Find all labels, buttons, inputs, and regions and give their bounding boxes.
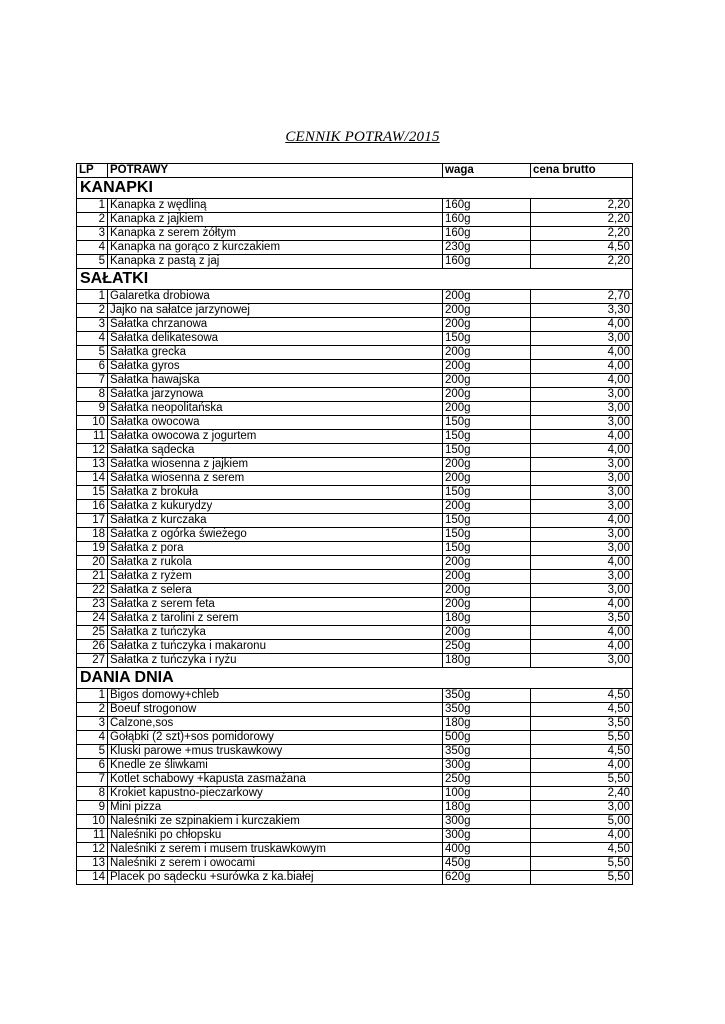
item-name: Kotlet schabowy +kapusta zasmażana <box>108 773 443 787</box>
item-weight: 500g <box>443 731 531 745</box>
item-number: 4 <box>77 241 108 255</box>
item-price: 2,70 <box>531 290 633 304</box>
item-price: 3,30 <box>531 304 633 318</box>
item-number: 8 <box>77 388 108 402</box>
item-name: Naleśniki z serem i owocami <box>108 857 443 871</box>
table-header-row <box>77 164 633 178</box>
item-name: Sałatka sądecka <box>108 444 443 458</box>
header-lp: LP <box>77 164 108 178</box>
item-weight: 150g <box>443 332 531 346</box>
item-number: 9 <box>77 801 108 815</box>
item-price: 3,00 <box>531 801 633 815</box>
item-weight: 200g <box>443 556 531 570</box>
item-price: 3,00 <box>531 458 633 472</box>
section-header-row <box>77 269 633 290</box>
table-row <box>77 584 633 598</box>
table-row <box>77 689 633 703</box>
item-name: Jajko na sałatce jarzynowej <box>108 304 443 318</box>
table-row <box>77 815 633 829</box>
item-weight: 200g <box>443 584 531 598</box>
table-row <box>77 703 633 717</box>
item-price: 5,50 <box>531 857 633 871</box>
item-number: 2 <box>77 703 108 717</box>
item-weight: 180g <box>443 717 531 731</box>
item-number: 17 <box>77 514 108 528</box>
table-row <box>77 402 633 416</box>
item-price: 4,50 <box>531 689 633 703</box>
item-name: Sałatka owocowa <box>108 416 443 430</box>
item-number: 11 <box>77 829 108 843</box>
item-number: 23 <box>77 598 108 612</box>
item-number: 5 <box>77 346 108 360</box>
item-weight: 300g <box>443 815 531 829</box>
item-price: 2,40 <box>531 787 633 801</box>
item-price: 4,00 <box>531 430 633 444</box>
item-name: Naleśniki ze szpinakiem i kurczakiem <box>108 815 443 829</box>
table-row <box>77 759 633 773</box>
item-number: 4 <box>77 731 108 745</box>
table-row <box>77 745 633 759</box>
table-row <box>77 801 633 815</box>
item-weight: 150g <box>443 514 531 528</box>
item-price: 5,50 <box>531 871 633 885</box>
item-name: Kanapka z wędliną <box>108 199 443 213</box>
item-number: 14 <box>77 472 108 486</box>
item-price: 4,00 <box>531 318 633 332</box>
header-price: cena brutto <box>531 164 633 178</box>
item-name: Sałatka z kurczaka <box>108 514 443 528</box>
item-name: Sałatka chrzanowa <box>108 318 443 332</box>
item-name: Kanapka na gorąco z kurczakiem <box>108 241 443 255</box>
item-name: Sałatka z ogórka świeżego <box>108 528 443 542</box>
item-weight: 620g <box>443 871 531 885</box>
table-row <box>77 514 633 528</box>
table-row <box>77 731 633 745</box>
item-weight: 100g <box>443 787 531 801</box>
item-number: 13 <box>77 857 108 871</box>
item-price: 4,00 <box>531 374 633 388</box>
item-name: Galaretka drobiowa <box>108 290 443 304</box>
item-price: 5,00 <box>531 815 633 829</box>
item-number: 14 <box>77 871 108 885</box>
table-row <box>77 458 633 472</box>
item-weight: 180g <box>443 801 531 815</box>
item-name: Sałatka jarzynowa <box>108 388 443 402</box>
item-price: 2,20 <box>531 199 633 213</box>
table-row <box>77 829 633 843</box>
item-price: 3,00 <box>531 570 633 584</box>
table-row <box>77 857 633 871</box>
section-header-row <box>77 178 633 199</box>
item-weight: 250g <box>443 773 531 787</box>
item-name: Sałatka z serem feta <box>108 598 443 612</box>
item-name: Sałatka wiosenna z serem <box>108 472 443 486</box>
table-row <box>77 500 633 514</box>
item-number: 12 <box>77 444 108 458</box>
item-price: 3,00 <box>531 416 633 430</box>
table-row <box>77 472 633 486</box>
table-row <box>77 626 633 640</box>
item-number: 22 <box>77 584 108 598</box>
table-row <box>77 430 633 444</box>
item-weight: 200g <box>443 402 531 416</box>
table-row <box>77 213 633 227</box>
table-row <box>77 255 633 269</box>
table-row <box>77 528 633 542</box>
item-price: 4,00 <box>531 360 633 374</box>
item-name: Sałatka owocowa z jogurtem <box>108 430 443 444</box>
table-row <box>77 346 633 360</box>
item-number: 10 <box>77 815 108 829</box>
item-name: Sałatka z pora <box>108 542 443 556</box>
item-name: Sałatka z tuńczyka i ryżu <box>108 654 443 668</box>
item-name: Gołąbki (2 szt)+sos pomidorowy <box>108 731 443 745</box>
item-number: 6 <box>77 759 108 773</box>
item-weight: 150g <box>443 486 531 500</box>
item-weight: 200g <box>443 570 531 584</box>
item-number: 3 <box>77 318 108 332</box>
item-name: Sałatka z selera <box>108 584 443 598</box>
item-weight: 150g <box>443 542 531 556</box>
item-price: 4,00 <box>531 598 633 612</box>
item-price: 3,00 <box>531 528 633 542</box>
item-name: Knedle ze śliwkami <box>108 759 443 773</box>
item-name: Sałatka z rukola <box>108 556 443 570</box>
item-name: Kanapka z jajkiem <box>108 213 443 227</box>
section-blank-cell <box>443 668 633 689</box>
item-name: Mini pizza <box>108 801 443 815</box>
item-weight: 160g <box>443 213 531 227</box>
table-row <box>77 332 633 346</box>
item-number: 2 <box>77 213 108 227</box>
item-price: 4,00 <box>531 556 633 570</box>
item-name: Sałatka z tuńczyka <box>108 626 443 640</box>
table-row <box>77 654 633 668</box>
document-title: CENNIK POTRAW/2015 <box>285 129 440 145</box>
item-name: Sałatka hawajska <box>108 374 443 388</box>
table-row <box>77 598 633 612</box>
item-name: Kanapka z serem żółtym <box>108 227 443 241</box>
item-number: 15 <box>77 486 108 500</box>
item-name: Sałatka z brokuła <box>108 486 443 500</box>
table-row <box>77 640 633 654</box>
item-price: 4,50 <box>531 241 633 255</box>
item-weight: 400g <box>443 843 531 857</box>
item-weight: 200g <box>443 472 531 486</box>
item-name: Sałatka gyros <box>108 360 443 374</box>
item-number: 13 <box>77 458 108 472</box>
item-weight: 150g <box>443 416 531 430</box>
item-price: 2,20 <box>531 213 633 227</box>
item-number: 16 <box>77 500 108 514</box>
item-price: 3,00 <box>531 332 633 346</box>
item-number: 7 <box>77 374 108 388</box>
table-row <box>77 318 633 332</box>
item-weight: 200g <box>443 388 531 402</box>
item-price: 5,50 <box>531 773 633 787</box>
item-name: Sałatka grecka <box>108 346 443 360</box>
item-price: 4,50 <box>531 843 633 857</box>
item-price: 3,00 <box>531 402 633 416</box>
item-price: 4,00 <box>531 444 633 458</box>
item-price: 4,00 <box>531 829 633 843</box>
item-price: 3,00 <box>531 584 633 598</box>
table-row <box>77 787 633 801</box>
item-weight: 160g <box>443 199 531 213</box>
item-name: Boeuf strogonow <box>108 703 443 717</box>
table-row <box>77 241 633 255</box>
item-name: Sałatka wiosenna z jajkiem <box>108 458 443 472</box>
item-weight: 160g <box>443 255 531 269</box>
item-price: 4,50 <box>531 703 633 717</box>
item-number: 21 <box>77 570 108 584</box>
item-price: 3,00 <box>531 472 633 486</box>
section-title: SAŁATKI <box>77 269 443 290</box>
item-price: 4,00 <box>531 626 633 640</box>
item-weight: 150g <box>443 430 531 444</box>
price-table <box>76 163 633 885</box>
item-price: 5,50 <box>531 731 633 745</box>
table-row <box>77 290 633 304</box>
item-price: 4,00 <box>531 640 633 654</box>
item-price: 3,00 <box>531 388 633 402</box>
item-weight: 200g <box>443 360 531 374</box>
item-weight: 150g <box>443 444 531 458</box>
item-weight: 450g <box>443 857 531 871</box>
section-title: DANIA DNIA <box>77 668 443 689</box>
item-weight: 300g <box>443 829 531 843</box>
table-row <box>77 388 633 402</box>
item-number: 20 <box>77 556 108 570</box>
table-row <box>77 486 633 500</box>
item-number: 5 <box>77 255 108 269</box>
item-weight: 200g <box>443 598 531 612</box>
item-number: 3 <box>77 717 108 731</box>
item-weight: 200g <box>443 346 531 360</box>
table-row <box>77 717 633 731</box>
item-name: Naleśniki po chłopsku <box>108 829 443 843</box>
item-number: 10 <box>77 416 108 430</box>
item-price: 3,00 <box>531 654 633 668</box>
header-waga: waga <box>443 164 531 178</box>
item-weight: 350g <box>443 745 531 759</box>
table-row <box>77 360 633 374</box>
item-weight: 200g <box>443 500 531 514</box>
item-name: Placek po sądecku +surówka z ka.białej <box>108 871 443 885</box>
section-header-row <box>77 668 633 689</box>
item-weight: 300g <box>443 759 531 773</box>
section-title: KANAPKI <box>77 178 443 199</box>
item-number: 1 <box>77 199 108 213</box>
item-number: 8 <box>77 787 108 801</box>
item-number: 4 <box>77 332 108 346</box>
item-price: 4,00 <box>531 346 633 360</box>
item-weight: 350g <box>443 703 531 717</box>
item-number: 24 <box>77 612 108 626</box>
table-row <box>77 374 633 388</box>
item-name: Sałatka neopolitańska <box>108 402 443 416</box>
header-name: POTRAWY <box>108 164 443 178</box>
item-weight: 180g <box>443 654 531 668</box>
item-number: 18 <box>77 528 108 542</box>
table-row <box>77 199 633 213</box>
item-price: 4,50 <box>531 745 633 759</box>
item-price: 2,20 <box>531 227 633 241</box>
item-weight: 200g <box>443 290 531 304</box>
item-name: Sałatka z kukurydzy <box>108 500 443 514</box>
table-row <box>77 227 633 241</box>
item-weight: 200g <box>443 318 531 332</box>
item-price: 3,50 <box>531 612 633 626</box>
item-name: Sałatka z tuńczyka i makaronu <box>108 640 443 654</box>
item-number: 11 <box>77 430 108 444</box>
table-row <box>77 556 633 570</box>
item-weight: 180g <box>443 612 531 626</box>
item-name: Krokiet kapustno-pieczarkowy <box>108 787 443 801</box>
item-weight: 150g <box>443 528 531 542</box>
item-price: 3,00 <box>531 486 633 500</box>
item-number: 7 <box>77 773 108 787</box>
item-number: 3 <box>77 227 108 241</box>
item-number: 19 <box>77 542 108 556</box>
item-weight: 200g <box>443 374 531 388</box>
section-blank-cell <box>443 178 633 199</box>
item-weight: 200g <box>443 626 531 640</box>
item-price: 4,00 <box>531 514 633 528</box>
item-name: Naleśniki z serem i musem truskawkowym <box>108 843 443 857</box>
table-row <box>77 444 633 458</box>
item-number: 1 <box>77 689 108 703</box>
item-number: 2 <box>77 304 108 318</box>
item-number: 26 <box>77 640 108 654</box>
item-weight: 230g <box>443 241 531 255</box>
item-weight: 160g <box>443 227 531 241</box>
table-row <box>77 871 633 885</box>
item-weight: 350g <box>443 689 531 703</box>
item-number: 27 <box>77 654 108 668</box>
item-name: Sałatka z ryżem <box>108 570 443 584</box>
item-name: Sałatka delikatesowa <box>108 332 443 346</box>
item-price: 2,20 <box>531 255 633 269</box>
item-price: 3,00 <box>531 542 633 556</box>
table-row <box>77 304 633 318</box>
table-row <box>77 542 633 556</box>
item-name: Calzone,sos <box>108 717 443 731</box>
table-row <box>77 843 633 857</box>
table-row <box>77 416 633 430</box>
item-weight: 200g <box>443 304 531 318</box>
item-name: Kluski parowe +mus truskawkowy <box>108 745 443 759</box>
item-number: 1 <box>77 290 108 304</box>
table-row <box>77 612 633 626</box>
item-name: Bigos domowy+chleb <box>108 689 443 703</box>
table-row <box>77 773 633 787</box>
table-row <box>77 570 633 584</box>
item-number: 9 <box>77 402 108 416</box>
item-weight: 250g <box>443 640 531 654</box>
item-price: 4,00 <box>531 759 633 773</box>
item-number: 6 <box>77 360 108 374</box>
section-blank-cell <box>443 269 633 290</box>
item-number: 25 <box>77 626 108 640</box>
item-name: Sałatka z tarolini z serem <box>108 612 443 626</box>
item-name: Kanapka z pastą z jaj <box>108 255 443 269</box>
item-weight: 200g <box>443 458 531 472</box>
item-number: 5 <box>77 745 108 759</box>
item-price: 3,50 <box>531 717 633 731</box>
item-price: 3,00 <box>531 500 633 514</box>
item-number: 12 <box>77 843 108 857</box>
